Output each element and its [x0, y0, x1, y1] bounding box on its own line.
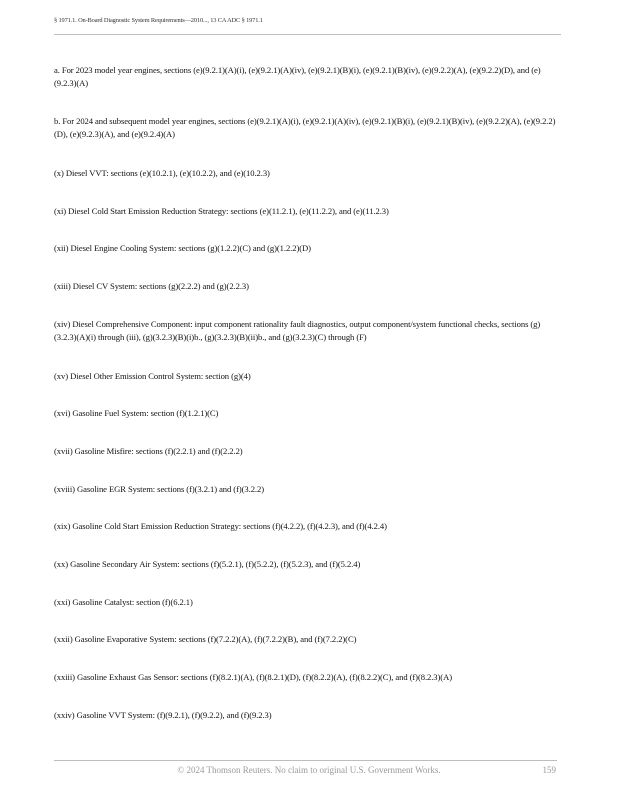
paragraph-gasoline-evaporative: (xxii) Gasoline Evaporative System: sections (f)(7.2.2)(A), (f)(7.2.2)(B), and (f)(7.2.2)(C)	[54, 634, 357, 644]
paragraph-gasoline-egr: (xviii) Gasoline EGR System: sections (f)(3.2.1) and (f)(3.2.2)	[54, 484, 264, 494]
paragraph-gasoline-catalyst: (xxi) Gasoline Catalyst: section (f)(6.2.1)	[54, 597, 193, 607]
paragraph-gasoline-fuel-system: (xvi) Gasoline Fuel System: section (f)(1.2.1)(C)	[54, 408, 219, 418]
paragraph-diesel-vvt: (x) Diesel VVT: sections (e)(10.2.1), (e)(10.2.2), and (e)(10.2.3)	[54, 168, 270, 178]
footer-divider	[54, 760, 557, 761]
paragraph-gasoline-secondary-air: (xx) Gasoline Secondary Air System: sections (f)(5.2.1), (f)(5.2.2), (f)(5.2.3), and (f)(5.2.4)	[54, 559, 361, 569]
paragraph-gasoline-misfire: (xvii) Gasoline Misfire: sections (f)(2.2.1) and (f)(2.2.2)	[54, 446, 243, 456]
paragraph-gasoline-cold-start: (xix) Gasoline Cold Start Emission Reduction Strategy: sections (f)(4.2.2), (f)(4.2.3), and (f)(4.2.4)	[54, 521, 387, 531]
page-number: 159	[542, 765, 556, 775]
running-head: § 1971.1. On-Board Diagnostic System Requirements—2010..., 13 CA ADC § 1971.1	[54, 17, 263, 24]
paragraph-gasoline-vvt: (xxiv) Gasoline VVT System: (f)(9.2.1), (f)(9.2.2), and (f)(9.2.3)	[54, 710, 272, 720]
paragraph-2024-model-year: b. For 2024 and subsequent model year engines, sections (e)(9.2.1)(A)(i), (e)(9.2.1)(A)(iv), (e)(9.2.1)(B)(i), (e)(9.2.1)(B)(iv), (e)(9.2.2)(A), (e)(9.2.2)(D), (e)(9.2.3)(A), and (e)(9.2.4)(A)	[54, 116, 556, 139]
paragraph-diesel-other-emission: (xv) Diesel Other Emission Control System: section (g)(4)	[54, 371, 251, 381]
footer-copyright: © 2024 Thomson Reuters. No claim to original U.S. Government Works.	[177, 765, 441, 775]
paragraph-diesel-cv-system: (xiii) Diesel CV System: sections (g)(2.2.2) and (g)(2.2.3)	[54, 281, 249, 291]
paragraph-gasoline-exhaust-gas-sensor: (xxiii) Gasoline Exhaust Gas Sensor: sections (f)(8.2.1)(A), (f)(8.2.1)(D), (f)(8.2.2)(A), (f)(8.2.2)(C), and (f)(8.2.3)(A)	[54, 672, 452, 682]
paragraph-diesel-comprehensive-component: (xiv) Diesel Comprehensive Component: input component rationality fault diagnostics, output component/system functional checks, sections (g)(3.2.3)(A)(i) through (iii), (g)(3.2.3)(B)(i)b., (g)(3.2.3)(B)(ii)b., and (g)(3.2.3)(C) through (F)	[54, 319, 541, 342]
paragraph-diesel-engine-cooling: (xii) Diesel Engine Cooling System: sections (g)(1.2.2)(C) and (g)(1.2.2)(D)	[54, 243, 311, 253]
paragraph-diesel-cold-start: (xi) Diesel Cold Start Emission Reduction Strategy: sections (e)(11.2.1), (e)(11.2.2), and (e)(11.2.3)	[54, 206, 389, 216]
header-divider	[54, 34, 561, 35]
paragraph-2023-model-year: a. For 2023 model year engines, sections (e)(9.2.1)(A)(i), (e)(9.2.1)(A)(iv), (e)(9.2.1)(B)(i), (e)(9.2.1)(B)(iv), (e)(9.2.2)(A), (e)(9.2.2)(D), and (e)(9.2.3)(A)	[54, 65, 541, 88]
